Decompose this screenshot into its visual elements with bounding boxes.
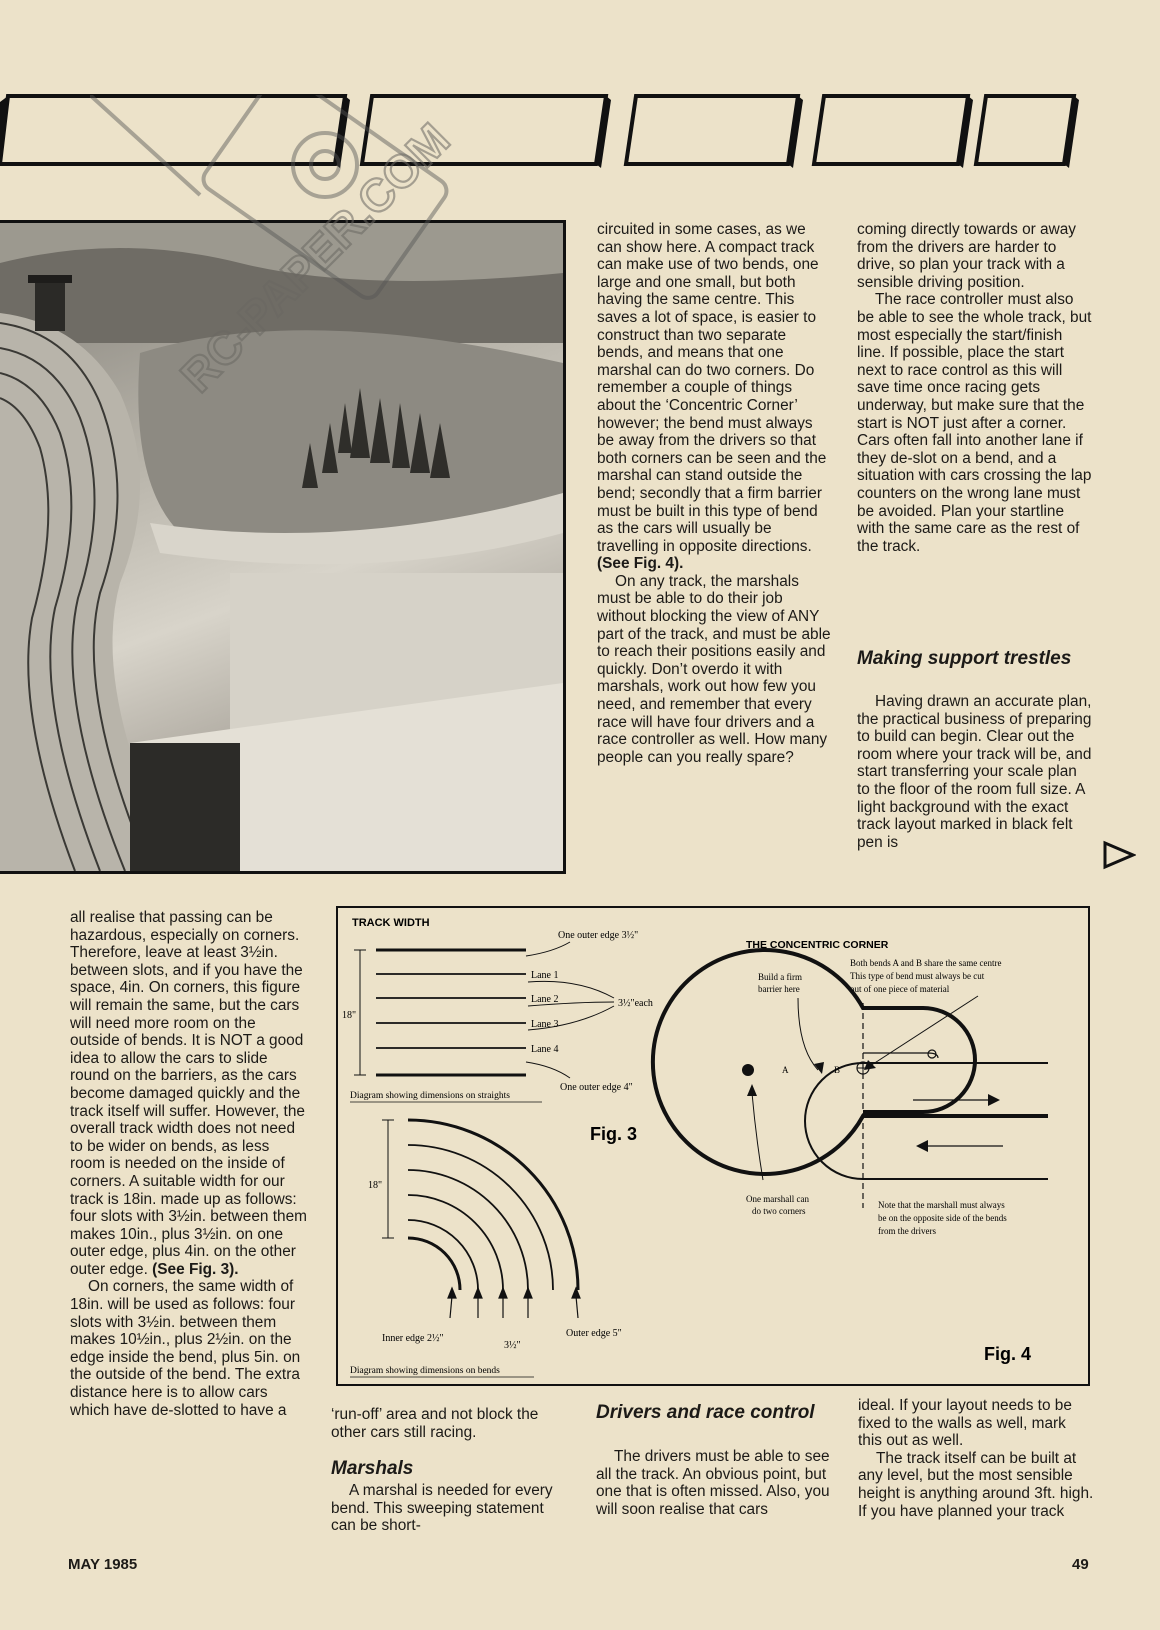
fig3-lane-2: Lane 2	[531, 994, 559, 1005]
fig3-label: Fig. 3	[590, 1124, 638, 1144]
fig4-note-top-1: Both bends A and B share the same centre	[850, 958, 1002, 968]
fig3-outer-edge-bend: Outer edge 5"	[566, 1328, 622, 1339]
footer-date: MAY 1985	[68, 1556, 138, 1573]
watermark-text: RC-PAPER.COM	[170, 112, 460, 403]
col-left-para-2: On corners, the same width of 18in. will be used as follows: four slots with 3½in. between them makes 10½in., plus 2½in. on the edge inside the bend, plus 5in. on the outside of the bend. The extra distance here is to allow cars which have de-slotted to have a	[70, 1278, 301, 1419]
col-c-para-1: coming directly towards or away from the drivers are harder to drive, so plan your track with a sensible driving position.	[857, 221, 1076, 291]
fig3-bend-height-label: 18"	[368, 1180, 383, 1191]
column-bottom-3	[596, 1448, 832, 1518]
fig3-caption-bends: Diagram showing dimensions on bends	[350, 1366, 500, 1376]
fig3-caption-straights: Diagram showing dimensions on straights	[350, 1091, 510, 1101]
col-bot3-para-1: The drivers must be able to see all the track. An obvious point, but one that is often missed. Also, you will soon realise that cars	[596, 1448, 830, 1518]
fig3-outer-edge-2: One outer edge 4"	[560, 1082, 633, 1093]
col-b-para-1: circuited in some cases, as we can show here. A compact track can make use of two bends, one large and one small, but both having the same centre. This saves a lot of space, is easier to construct than two separate bends, and means that one marshal can do two corners. Do remember a couple of things about the ‘Concentric Corner’ however; the bend must always be away from the drivers so that both corners can be seen and the marshal can stand outside the bend; secondly that a firm barrier must be built in this type of bend as the cars will usually be travelling in opposite directions.	[597, 221, 827, 555]
fig3-inner-edge: Inner edge 2½"	[382, 1333, 444, 1344]
heading-making-support-trestles: Making support trestles	[857, 648, 1072, 669]
column-bottom-2-continued	[331, 1482, 567, 1535]
col-left-para-1: all realise that passing can be hazardous, especially on corners. Therefore, leave at least 3½in. between slots, and if you have the space, 4in. On corners, this figure will remain the same, but the cars will need more room on the outside of bends. It is NOT a good idea to allow the cars to slide round on the barriers, as the cars become damaged quickly and the track itself will suffer. However, the overall track width does not need to be wider on bends, as less room is needed on the inside of corners. A suitable width for our track is 18in. made up as follows: four slots with 3½in. between them makes 10in., plus 3½in. on one outer edge, plus 4in. on the other outer edge.	[70, 909, 307, 1278]
fig4-label-a: A	[782, 1065, 789, 1075]
fig4-label-b: B	[834, 1065, 841, 1075]
fig4-note-top-2: This type of bend must always be cut	[850, 971, 985, 981]
fig4-note-bottom-1: Note that the marshall must always	[878, 1200, 1005, 1210]
column-bottom-2	[331, 1406, 567, 1441]
fig3-each-label: 3½"each	[618, 998, 653, 1009]
fig3-outer-edge-1: One outer edge 3½"	[558, 930, 639, 941]
col-bot2-para-2: A marshal is needed for every bend. This sweeping statement can be short-	[331, 1482, 553, 1535]
col-b-para-2: On any track, the marshals must be able to do their job without blocking the view of ANY part of the track, and must be able to reach their positions easily and quickly. Don’t overdo it with marshals, work out how few you need, and remember that every race will have four drivers and a race controller as well. How many people can you really spare?	[597, 572, 831, 766]
fig4-label: Fig. 4	[984, 1344, 1032, 1364]
fig4-note-bottom-3: from the drivers	[878, 1226, 936, 1236]
continue-arrow-icon	[1102, 840, 1136, 870]
column-bottom-4	[858, 1397, 1094, 1520]
fig3-lane-1: Lane 1	[531, 970, 559, 981]
heading-drivers-and-race-control: Drivers and race control	[596, 1402, 815, 1423]
col-c-para-2: The race controller must also be able to see the whole track, but most especially the start/finish line. If possible, place the start next to race control as this will save time once racing gets underway, but make sure that the start is NOT just after a corner. Cars often fall into another lane if they de-slot on a bend, and a situation with cars crossing the lap counters on the wrong lane must be avoided. Plan your startline with the same care as the rest of the track.	[857, 291, 1092, 555]
title-box-3	[626, 96, 798, 164]
fig3-lane-4: Lane 4	[531, 1044, 559, 1055]
figures-drawing	[338, 908, 1092, 1388]
fig4-reference: (See Fig. 4).	[597, 555, 684, 573]
column-c-continued	[857, 693, 1092, 851]
watermark-logo	[90, 95, 510, 435]
fig4-marshal-2: do two corners	[752, 1206, 806, 1216]
fig3-title: TRACK WIDTH	[352, 917, 430, 929]
col-bot4-para-1: ideal. If your layout needs to be fixed to the walls as well, mark this out as well.	[858, 1397, 1072, 1450]
title-box-5	[976, 96, 1074, 164]
fig4-marshal-1: One marshall can	[746, 1194, 809, 1204]
page-number: 49	[1072, 1556, 1089, 1573]
fig4-note-top-3: out of one piece of material	[850, 984, 950, 994]
fig3-height-label: 18"	[342, 1010, 357, 1021]
fig4-note-bottom-2: be on the opposite side of the bends	[878, 1213, 1007, 1223]
fig4-barrier-2: barrier here	[758, 984, 800, 994]
fig3-lane-3: Lane 3	[531, 1019, 559, 1030]
col-bot4-para-2: The track itself can be built at any level, but the most sensible height is anything around 3ft. high. If you have planned your track	[858, 1449, 1094, 1520]
heading-marshals: Marshals	[331, 1458, 414, 1479]
figure-box	[336, 906, 1090, 1386]
col-c-para-3: Having drawn an accurate plan, the practical business of preparing to build can begin. Clear out the room where your track will be, and start transferring your scale plan to the floor of the room full size. A light background with the exact track layout marked in black felt pen is	[857, 693, 1092, 851]
fig4-title: THE CONCENTRIC CORNER	[746, 939, 889, 951]
column-left	[70, 909, 308, 1419]
column-c	[857, 221, 1092, 555]
title-box-4	[814, 96, 968, 164]
fig4-barrier-1: Build a firm	[758, 972, 802, 982]
col-bot2-para-1: ‘run-off’ area and not block the other cars still racing.	[331, 1406, 539, 1441]
fig3-reference: (See Fig. 3).	[152, 1260, 239, 1278]
fig3-bend-each: 3½"	[504, 1340, 521, 1351]
column-b	[597, 221, 833, 766]
